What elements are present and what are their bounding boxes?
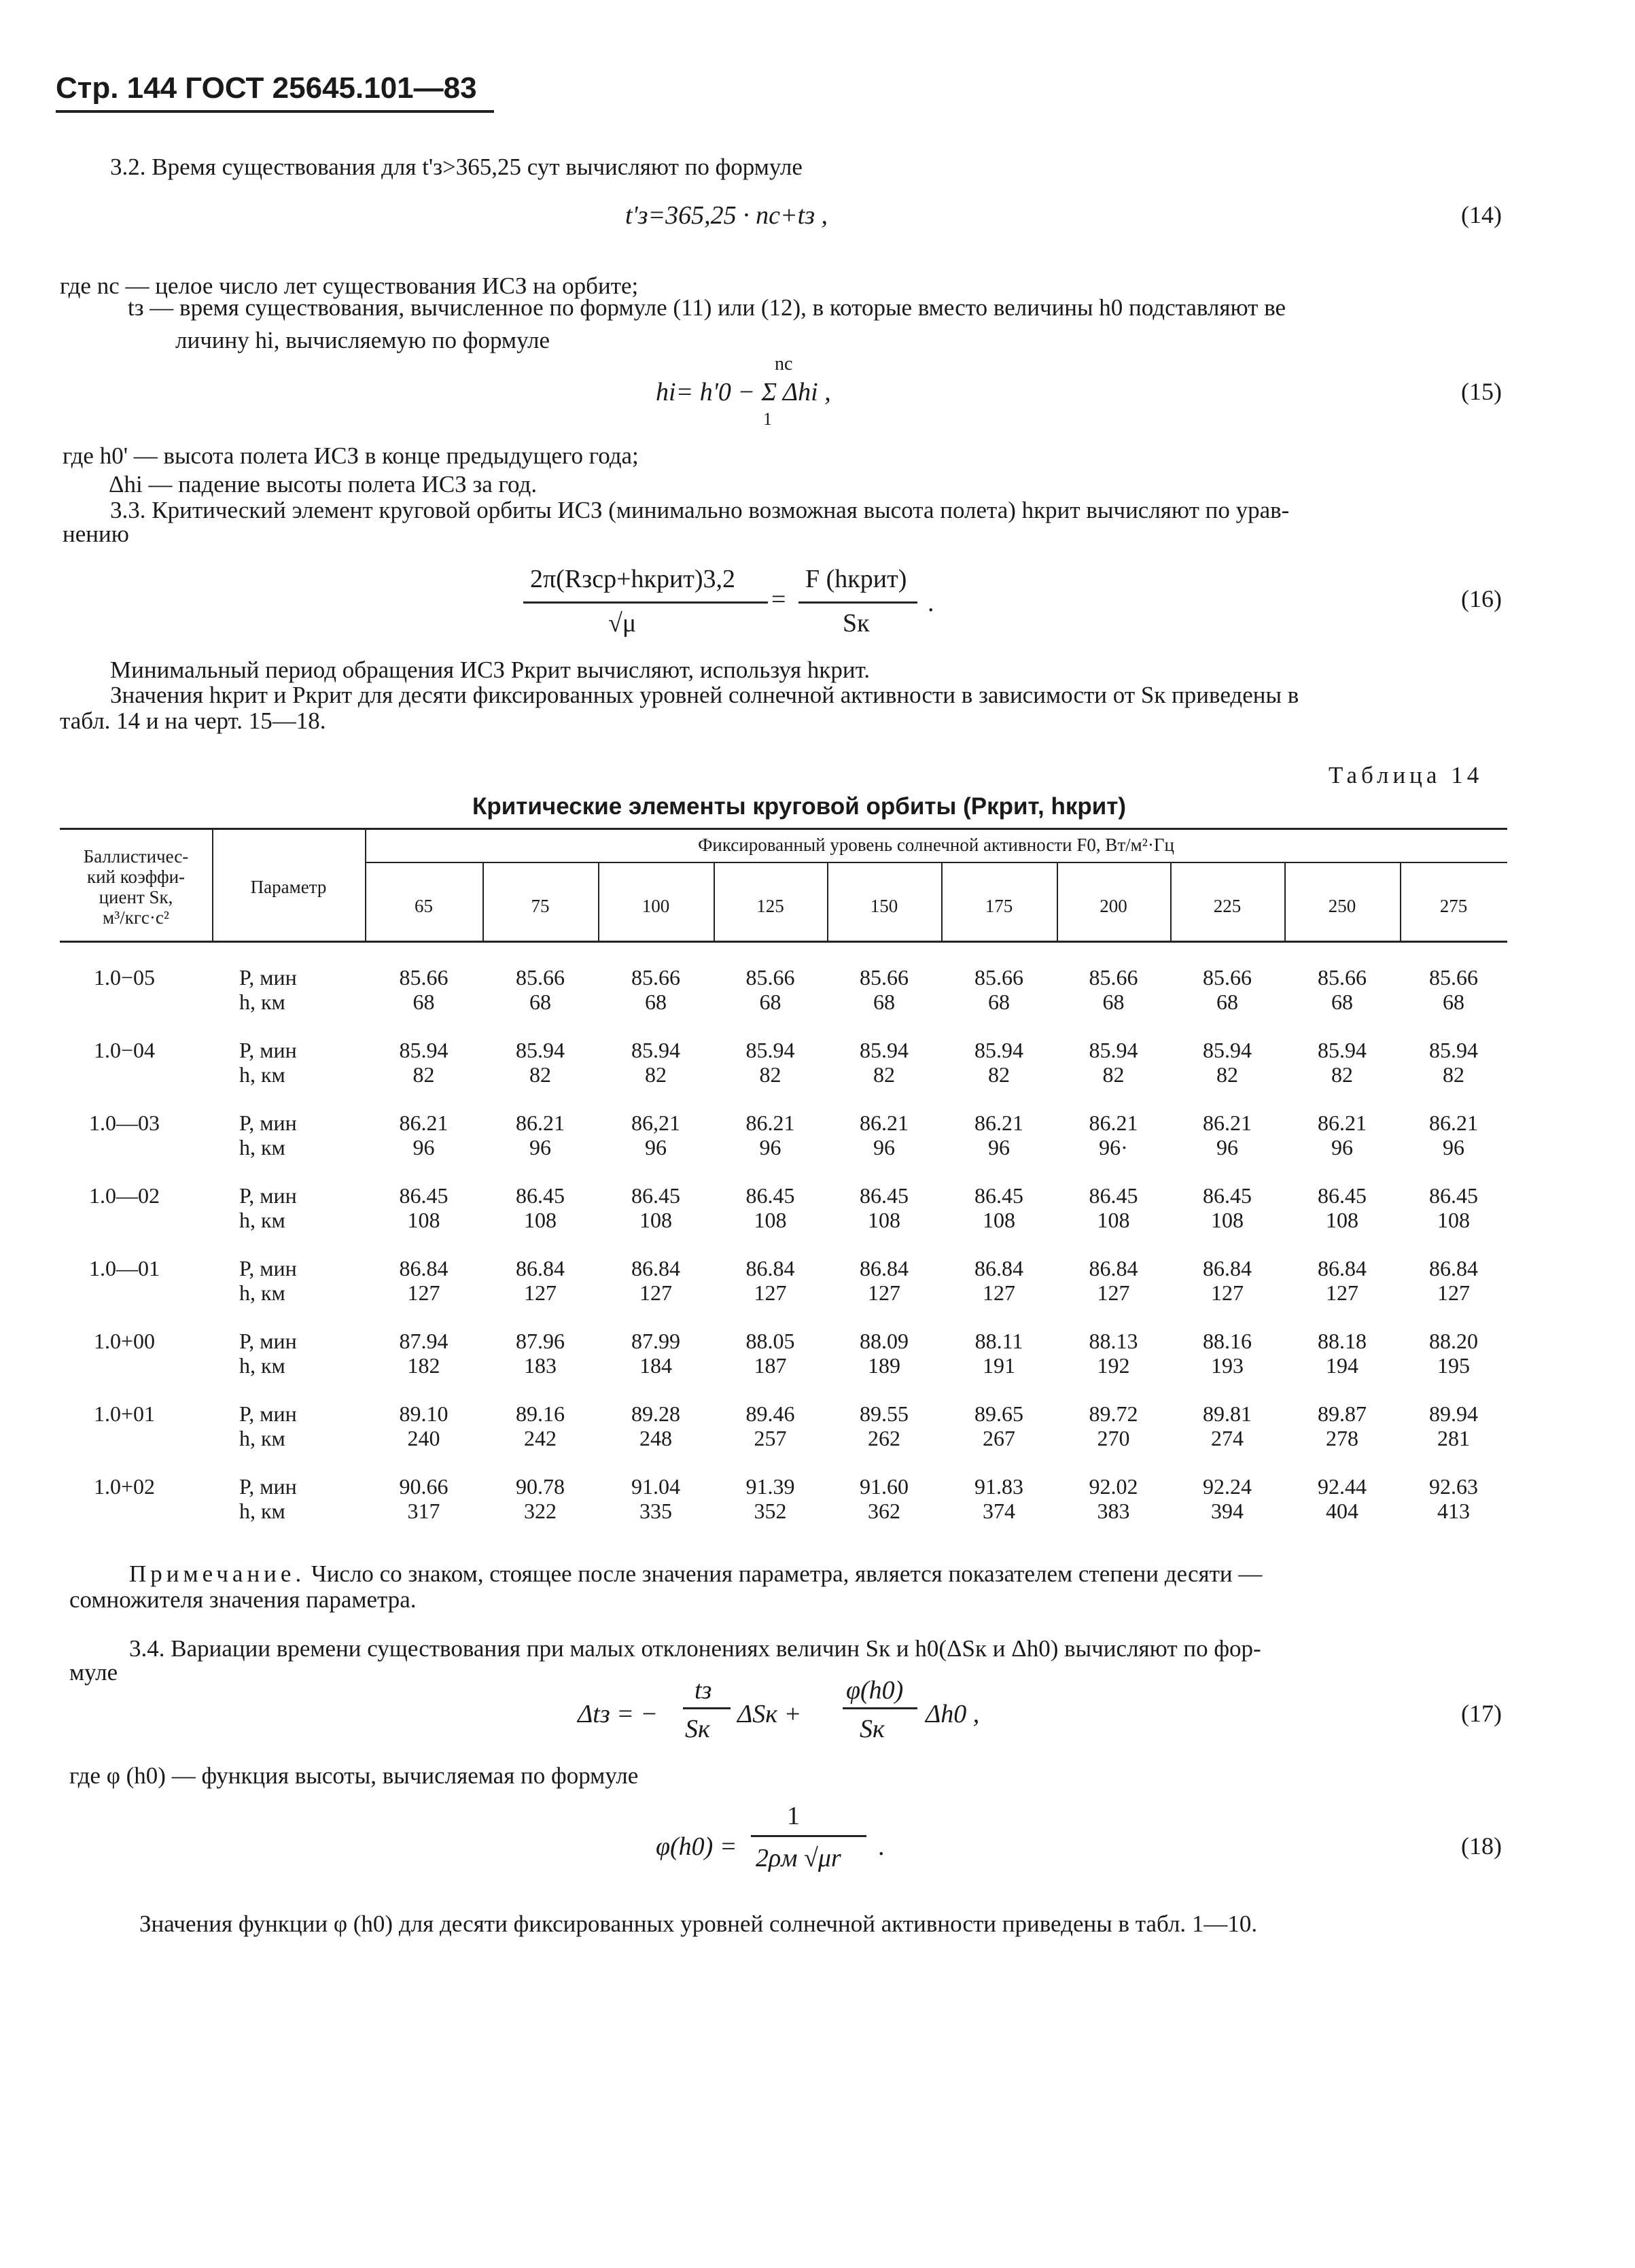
header-level: 100 <box>641 896 670 916</box>
cell-height: 127 <box>1326 1280 1358 1305</box>
cell-height: 257 <box>754 1426 787 1450</box>
cell-period: 85.66 <box>1089 965 1138 990</box>
formula-16-left-bar <box>523 601 768 604</box>
cell-period: 85.66 <box>745 965 795 990</box>
row-param-p: P, мин <box>239 1111 297 1135</box>
formula-14-number: (14) <box>1461 201 1502 228</box>
cell-height: 242 <box>524 1426 557 1450</box>
cell-height: 127 <box>868 1280 900 1305</box>
cell-height: 108 <box>1326 1208 1358 1232</box>
section-3-3-text-2: Значения hкрит и Pкрит для десяти фиксированных уровней солнечной активности в зависимости от Sк приведены в <box>110 682 1299 708</box>
cell-height: 127 <box>524 1280 557 1305</box>
cell-period: 85.94 <box>745 1038 795 1062</box>
cell-period: 86.21 <box>399 1111 449 1135</box>
cell-period: 85.94 <box>631 1038 680 1062</box>
note-text-2: сомножителя значения параметра. <box>69 1586 417 1613</box>
cell-period: 87.96 <box>516 1329 565 1353</box>
header-level: 175 <box>985 896 1013 916</box>
formula-17-mid: ΔSк + <box>737 1700 802 1728</box>
row-param-p: P, мин <box>239 1474 297 1499</box>
row-param-p: P, мин <box>239 965 297 990</box>
cell-height: 108 <box>1437 1208 1470 1232</box>
header-rule <box>56 110 494 113</box>
cell-period: 86.21 <box>1429 1111 1478 1135</box>
section-3-4-intro: 3.4. Вариации времени существования при малых отклонениях величин Sк и h0(ΔSк и Δh0) вычисляют по фор- <box>129 1635 1261 1662</box>
cell-period: 91.04 <box>631 1474 680 1499</box>
cell-height: 96 <box>873 1135 895 1159</box>
table-title: Критические элементы круговой орбиты (Pкрит, hкрит) <box>472 793 1127 820</box>
formula-15-sum-top: nc <box>775 353 793 374</box>
cell-height: 189 <box>868 1353 900 1378</box>
cell-height: 82 <box>1216 1062 1238 1087</box>
header-level: 75 <box>531 896 550 916</box>
formula-16-right-num: F (hкрит) <box>805 565 907 593</box>
cell-height: 108 <box>407 1208 440 1232</box>
cell-period: 86.45 <box>745 1183 795 1208</box>
cell-height: 96 <box>988 1135 1010 1159</box>
formula-15: hi= h'0 − Σ Δhi , <box>656 378 831 406</box>
cell-period: 86.21 <box>1089 1111 1138 1135</box>
cell-period: 85.66 <box>399 965 449 990</box>
cell-period: 85.66 <box>860 965 909 990</box>
cell-period: 88.05 <box>745 1329 795 1353</box>
header-solar-activity: Фиксированный уровень солнечной активности F0, Вт/м²·Гц <box>698 835 1174 855</box>
closing-text: Значения функции φ (h0) для десяти фиксированных уровней солнечной активности приведены в табл. 1—10. <box>139 1911 1258 1937</box>
cell-height: 195 <box>1437 1353 1470 1378</box>
cell-period: 85.66 <box>974 965 1023 990</box>
cell-height: 352 <box>754 1499 787 1523</box>
cell-period: 88.11 <box>974 1329 1023 1353</box>
cell-period: 86.84 <box>745 1256 795 1280</box>
header-ballistic-line: кий коэффи- <box>86 867 186 887</box>
formula-17-f1-den: Sк <box>685 1715 710 1743</box>
cell-period: 92.63 <box>1429 1474 1478 1499</box>
cell-period: 86.21 <box>974 1111 1023 1135</box>
formula-15-sum-bottom: 1 <box>763 409 772 429</box>
cell-period: 90.66 <box>399 1474 449 1499</box>
cell-period: 86.45 <box>860 1183 909 1208</box>
section-3-4-where: где φ (h0) — функция высоты, вычисляемая по формуле <box>69 1762 639 1789</box>
cell-height: 68 <box>412 990 435 1014</box>
cell-height: 127 <box>407 1280 440 1305</box>
cell-period: 86.45 <box>1318 1183 1367 1208</box>
cell-height: 82 <box>873 1062 895 1087</box>
formula-17-f2-den: Sк <box>860 1715 885 1743</box>
section-3-4-intro-2: муле <box>69 1659 118 1686</box>
formula-18-bar <box>751 1835 866 1837</box>
formula-16-dot: . <box>928 589 934 617</box>
section-3-2-intro: 3.2. Время существования для t'з>365,25 сут вычисляют по формуле <box>110 154 803 180</box>
cell-height: 68 <box>1331 990 1353 1014</box>
cell-period: 86.21 <box>1203 1111 1252 1135</box>
formula-16-right-bar <box>798 601 917 604</box>
cell-height: 322 <box>524 1499 557 1523</box>
cell-height: 127 <box>1211 1280 1244 1305</box>
cell-period: 86.84 <box>860 1256 909 1280</box>
cell-height: 108 <box>754 1208 787 1232</box>
cell-period: 85.66 <box>1203 965 1252 990</box>
cell-height: 191 <box>983 1353 1015 1378</box>
row-param-h: h, км <box>239 990 285 1014</box>
cell-height: 278 <box>1326 1426 1358 1450</box>
cell-period: 86.45 <box>631 1183 680 1208</box>
cell-period: 86.45 <box>1429 1183 1478 1208</box>
formula-16-left-den: √μ <box>608 609 637 638</box>
cell-period: 86.84 <box>1429 1256 1478 1280</box>
cell-height: 127 <box>1437 1280 1470 1305</box>
page-header: Стр. 144 ГОСТ 25645.101—83 <box>56 71 477 105</box>
cell-period: 85.94 <box>399 1038 449 1062</box>
row-param-p: P, мин <box>239 1401 297 1426</box>
cell-height: 96 <box>1443 1135 1464 1159</box>
cell-height: 262 <box>868 1426 900 1450</box>
cell-period: 86.84 <box>631 1256 680 1280</box>
cell-height: 187 <box>754 1353 787 1378</box>
cell-period: 89.72 <box>1089 1401 1138 1426</box>
cell-period: 86.84 <box>1318 1256 1367 1280</box>
cell-period: 87.94 <box>399 1329 449 1353</box>
formula-17-f2-bar <box>843 1707 917 1709</box>
cell-height: 394 <box>1211 1499 1244 1523</box>
formula-17-f2-num: φ(h0) <box>846 1676 904 1705</box>
cell-period: 86.45 <box>516 1183 565 1208</box>
cell-height: 82 <box>412 1062 435 1087</box>
cell-height: 127 <box>1097 1280 1130 1305</box>
cell-period: 92.24 <box>1203 1474 1252 1499</box>
cell-height: 184 <box>639 1353 672 1378</box>
row-param-p: P, мин <box>239 1256 297 1280</box>
cell-period: 85.94 <box>974 1038 1023 1062</box>
formula-16-right-den: Sк <box>843 609 870 638</box>
row-ballistic-value: 1.0+02 <box>93 1474 156 1499</box>
cell-height: 68 <box>1216 990 1238 1014</box>
cell-height: 68 <box>1443 990 1464 1014</box>
cell-height: 404 <box>1326 1499 1358 1523</box>
row-param-h: h, км <box>239 1353 285 1378</box>
cell-height: 108 <box>1097 1208 1130 1232</box>
formula-17-number: (17) <box>1461 1700 1502 1727</box>
row-param-h: h, км <box>239 1499 285 1523</box>
cell-period: 86.45 <box>399 1183 449 1208</box>
cell-period: 88.13 <box>1089 1329 1138 1353</box>
cell-height: 96 <box>645 1135 667 1159</box>
where-tz-2: личину hi, вычисляемую по формуле <box>175 327 550 353</box>
cell-height: 82 <box>759 1062 781 1087</box>
cell-height: 108 <box>868 1208 900 1232</box>
cell-period: 91.60 <box>860 1474 909 1499</box>
formula-18-den: 2ρм √μr <box>756 1844 841 1872</box>
cell-period: 86.84 <box>1089 1256 1138 1280</box>
cell-height: 82 <box>988 1062 1010 1087</box>
cell-period: 89.10 <box>399 1401 449 1426</box>
cell-height: 281 <box>1437 1426 1470 1450</box>
cell-height: 127 <box>983 1280 1015 1305</box>
cell-period: 90.78 <box>516 1474 565 1499</box>
cell-height: 335 <box>639 1499 672 1523</box>
formula-14: t'з=365,25 · nc+tз , <box>625 201 828 230</box>
cell-period: 88.18 <box>1318 1329 1367 1353</box>
cell-height: 108 <box>983 1208 1015 1232</box>
where-nc: где nc — целое число лет существования ИСЗ на орбите; <box>60 273 639 299</box>
header-parameter: Параметр <box>250 877 327 897</box>
cell-height: 362 <box>868 1499 900 1523</box>
row-ballistic-value: 1.0−04 <box>93 1038 156 1062</box>
header-level: 225 <box>1213 896 1242 916</box>
formula-16-left-num: 2π(Rзср+hкрит)3,2 <box>530 565 736 593</box>
cell-period: 86.21 <box>745 1111 795 1135</box>
header-level: 150 <box>870 896 898 916</box>
section-3-3-intro-2: нению <box>63 521 129 547</box>
cell-period: 85.66 <box>1429 965 1478 990</box>
cell-period: 89.46 <box>745 1401 795 1426</box>
cell-period: 86.84 <box>974 1256 1023 1280</box>
formula-17-f1-bar <box>683 1707 731 1709</box>
table-top-rule <box>60 828 1507 830</box>
cell-height: 68 <box>988 990 1010 1014</box>
row-param-h: h, км <box>239 1280 285 1305</box>
cell-height: 96 <box>412 1135 435 1159</box>
section-3-3-text-1: Минимальный период обращения ИСЗ Pкрит вычисляют, используя hкрит. <box>110 657 871 683</box>
where-dh: Δhi — падение высоты полета ИСЗ за год. <box>109 471 538 498</box>
cell-height: 108 <box>1211 1208 1244 1232</box>
cell-period: 85.94 <box>860 1038 909 1062</box>
row-param-h: h, км <box>239 1135 285 1159</box>
row-ballistic-value: 1.0—03 <box>89 1111 160 1135</box>
cell-height: 194 <box>1326 1353 1358 1378</box>
cell-height: 96· <box>1099 1135 1128 1159</box>
cell-height: 82 <box>529 1062 551 1087</box>
formula-18-num: 1 <box>787 1802 800 1830</box>
row-param-h: h, км <box>239 1426 285 1450</box>
cell-height: 82 <box>1102 1062 1125 1087</box>
cell-height: 108 <box>639 1208 672 1232</box>
header-level: 200 <box>1100 896 1127 916</box>
header-ballistic-line: Баллистичес- <box>83 846 189 867</box>
row-ballistic-value: 1.0—02 <box>89 1183 160 1208</box>
formula-18-number: (18) <box>1461 1832 1502 1860</box>
where-tz: tз — время существования, вычисленное по формуле (11) или (12), в которые вместо величины h0 подставляют ве <box>128 294 1286 321</box>
cell-period: 88.09 <box>860 1329 909 1353</box>
cell-period: 86,21 <box>631 1111 680 1135</box>
cell-height: 108 <box>524 1208 557 1232</box>
note-label: Примечание. <box>129 1560 306 1587</box>
section-3-3-intro: 3.3. Критический элемент круговой орбиты ИСЗ (минимально возможная высота полета) hкрит вычисляют по урав- <box>110 497 1290 523</box>
cell-height: 96 <box>1216 1135 1238 1159</box>
cell-period: 89.65 <box>974 1401 1023 1426</box>
cell-height: 96 <box>529 1135 551 1159</box>
cell-period: 89.87 <box>1318 1401 1367 1426</box>
cell-height: 68 <box>529 990 551 1014</box>
header-level: 65 <box>415 896 433 916</box>
cell-height: 248 <box>639 1426 672 1450</box>
row-param-p: P, мин <box>239 1329 297 1353</box>
cell-height: 267 <box>983 1426 1015 1450</box>
table-group-rule <box>365 862 1507 863</box>
cell-period: 85.94 <box>1429 1038 1478 1062</box>
cell-period: 89.55 <box>860 1401 909 1426</box>
formula-18-dot: . <box>878 1832 885 1861</box>
cell-period: 88.16 <box>1203 1329 1252 1353</box>
cell-period: 85.94 <box>1203 1038 1252 1062</box>
cell-period: 89.81 <box>1203 1401 1252 1426</box>
cell-period: 91.39 <box>745 1474 795 1499</box>
cell-period: 86.84 <box>516 1256 565 1280</box>
cell-height: 270 <box>1097 1426 1130 1450</box>
header-level: 125 <box>756 896 784 916</box>
cell-period: 87.99 <box>631 1329 680 1353</box>
cell-height: 68 <box>873 990 895 1014</box>
cell-height: 82 <box>1331 1062 1353 1087</box>
table-label: Таблица 14 <box>1329 762 1483 788</box>
row-ballistic-value: 1.0—01 <box>89 1256 160 1280</box>
row-param-h: h, км <box>239 1208 285 1232</box>
cell-period: 86.45 <box>1089 1183 1138 1208</box>
row-param-p: P, мин <box>239 1038 297 1062</box>
cell-height: 68 <box>645 990 667 1014</box>
note-text-1: Число со знаком, стоящее после значения параметра, является показателем степени десяти — <box>311 1560 1263 1587</box>
cell-period: 86.21 <box>860 1111 909 1135</box>
cell-period: 89.28 <box>631 1401 680 1426</box>
cell-period: 92.44 <box>1318 1474 1367 1499</box>
cell-period: 86.84 <box>1203 1256 1252 1280</box>
cell-height: 240 <box>407 1426 440 1450</box>
formula-17-end: Δh0 , <box>926 1700 980 1728</box>
cell-period: 86.21 <box>516 1111 565 1135</box>
cell-height: 96 <box>1331 1135 1353 1159</box>
cell-period: 89.94 <box>1429 1401 1478 1426</box>
cell-height: 383 <box>1097 1499 1130 1523</box>
cell-period: 92.02 <box>1089 1474 1138 1499</box>
header-level: 275 <box>1439 896 1468 916</box>
header-ballistic-line: м³/кгс·с² <box>103 907 169 928</box>
cell-height: 374 <box>983 1499 1015 1523</box>
cell-period: 85.94 <box>1318 1038 1367 1062</box>
formula-17-f1-num: tз <box>695 1676 712 1705</box>
cell-height: 127 <box>639 1280 672 1305</box>
cell-period: 89.16 <box>516 1401 565 1426</box>
section-3-3-text-3: табл. 14 и на черт. 15—18. <box>60 708 326 734</box>
formula-16-number: (16) <box>1461 585 1502 612</box>
cell-height: 413 <box>1437 1499 1470 1523</box>
cell-height: 183 <box>524 1353 557 1378</box>
formula-17-lhs: Δtз = − <box>578 1700 658 1728</box>
cell-height: 274 <box>1211 1426 1244 1450</box>
header-ballistic-line: циент Sк, <box>99 887 173 907</box>
cell-height: 127 <box>754 1280 787 1305</box>
cell-period: 86.84 <box>399 1256 449 1280</box>
formula-15-number: (15) <box>1461 378 1502 405</box>
row-ballistic-value: 1.0−05 <box>93 965 156 990</box>
cell-height: 82 <box>1443 1062 1464 1087</box>
row-ballistic-value: 1.0+00 <box>93 1329 156 1353</box>
cell-period: 86.45 <box>974 1183 1023 1208</box>
cell-period: 85.94 <box>516 1038 565 1062</box>
row-param-p: P, мин <box>239 1183 297 1208</box>
cell-period: 86.21 <box>1318 1111 1367 1135</box>
cell-period: 91.83 <box>974 1474 1023 1499</box>
header-level: 250 <box>1328 896 1356 916</box>
where-h0: где h0' — высота полета ИСЗ в конце предыдущего года; <box>63 442 639 469</box>
cell-period: 88.20 <box>1429 1329 1478 1353</box>
cell-height: 68 <box>759 990 781 1014</box>
cell-height: 182 <box>407 1353 440 1378</box>
cell-height: 317 <box>407 1499 440 1523</box>
cell-period: 85.66 <box>516 965 565 990</box>
formula-16-eq: = <box>771 585 786 614</box>
cell-period: 85.66 <box>631 965 680 990</box>
cell-period: 85.94 <box>1089 1038 1138 1062</box>
cell-period: 85.66 <box>1318 965 1367 990</box>
cell-height: 192 <box>1097 1353 1130 1378</box>
cell-height: 68 <box>1102 990 1125 1014</box>
table-head-rule <box>60 941 1507 943</box>
row-param-h: h, км <box>239 1062 285 1087</box>
cell-height: 96 <box>759 1135 781 1159</box>
cell-height: 82 <box>645 1062 667 1087</box>
cell-height: 193 <box>1211 1353 1244 1378</box>
cell-period: 86.45 <box>1203 1183 1252 1208</box>
table-note <box>129 1560 1262 1588</box>
formula-18-lhs: φ(h0) = <box>656 1832 737 1861</box>
row-ballistic-value: 1.0+01 <box>93 1401 156 1426</box>
